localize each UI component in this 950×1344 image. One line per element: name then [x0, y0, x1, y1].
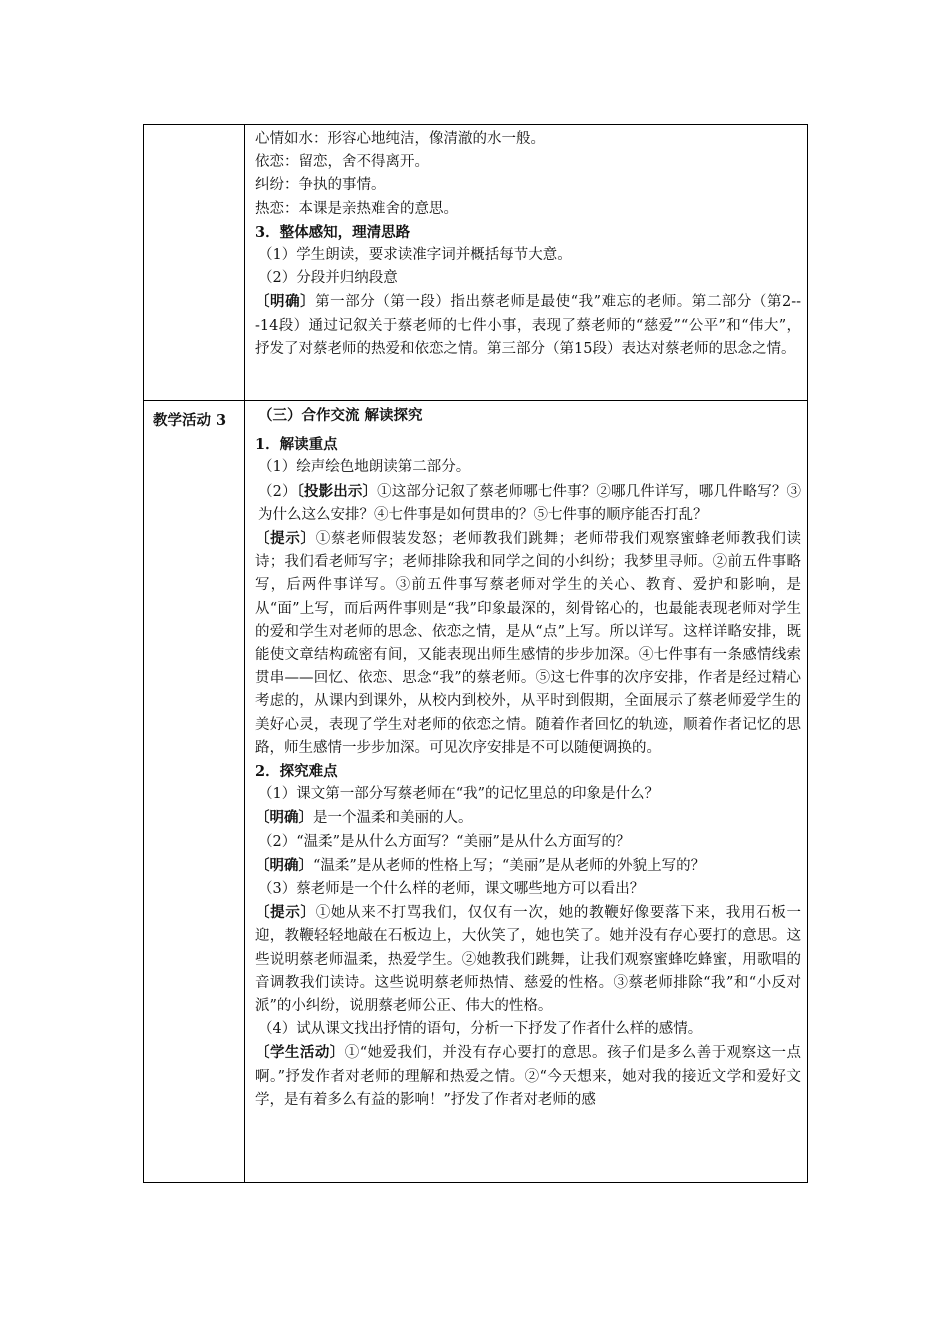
- lesson-plan-table: [143, 124, 808, 1183]
- text-line: 纠纷：争执的事情。: [255, 177, 386, 194]
- section-title: （三）合作交流 解读探究: [258, 407, 423, 424]
- text-line: （2）“温柔”是从什么方面写？“美丽”是从什么方面写的？: [258, 833, 631, 850]
- paragraph-tag: 〔明确〕: [255, 293, 316, 311]
- row-label-cell: [144, 401, 245, 1183]
- paragraph-tag: 〔提示〕: [255, 904, 316, 922]
- paragraph-tag: 〔学生活动〕: [255, 1044, 345, 1062]
- text-line: （3）蔡老师是一个什么样的老师，课文哪些地方可以看出？: [258, 881, 645, 898]
- annotated-paragraph: [255, 290, 801, 361]
- paragraph-tag: 〔明确〕: [255, 809, 313, 827]
- table-row: [144, 125, 808, 401]
- section-heading: 1．解读重点: [255, 436, 338, 454]
- text-line: （1）课文第一部分写蔡老师在“我”的记忆里总的印象是什么？: [258, 786, 660, 803]
- row-content: [245, 401, 807, 1182]
- text-line: （2）分段并归纳段意: [258, 270, 398, 287]
- section-heading: 2．探究难点: [255, 763, 338, 781]
- paragraph-text: ①“她爱我们，并没有存心要打的意思。孩子们是多么善于观察这一点啊。”抒发作者对老师的理解和热爱之情。②“今天想来，她对我的接近文学和爱好文学，是有着多么有益的影响！”抒发了作者对老师的感: [255, 1045, 801, 1108]
- annotated-paragraph: [255, 527, 801, 760]
- annotated-paragraph: [255, 806, 801, 830]
- row-content-cell: [245, 125, 808, 401]
- annotated-paragraph: [255, 480, 801, 527]
- paragraph-tag: 〔投影出示〕: [296, 482, 378, 500]
- text-line: 依恋：留恋，舍不得离开。: [255, 154, 429, 171]
- paragraph-text: 第一部分（第一段）指出蔡老师是最使“我”难忘的老师。第二部分（第2---14段）通过记叙关于蔡老师的七件小事，表现了蔡老师的“慈爱”“公平”和“伟大”，抒发了对蔡老师的热爱和依恋之情。第三部分（第15段）表达对蔡老师的思念之情。: [255, 294, 802, 357]
- text-line: （1）绘声绘色地朗读第二部分。: [258, 459, 471, 476]
- annotated-paragraph: [255, 1041, 801, 1112]
- row-label: [144, 125, 244, 133]
- paragraph-text: 是一个温柔和美丽的人。: [313, 810, 473, 827]
- row-label-cell: [144, 125, 245, 401]
- row-content: [245, 125, 807, 400]
- table-row: [144, 401, 808, 1183]
- row-label: 教学活动 3: [153, 412, 227, 429]
- paragraph-number: （2）: [258, 483, 297, 500]
- paragraph-text: ①她从来不打骂我们，仅仅有一次，她的教鞭好像要落下来，我用石板一迎，教鞭轻轻地敲在石板边上，大伙笑了，她也笑了。她并没有存心要打的意思。这些说明蔡老师温柔，热爱学生。②她教我们跳舞，让我们观察蜜蜂吃蜂蜜，用歌唱的音调教我们读诗。这些说明蔡老师热情、慈爱的性格。③蔡老师排除“我”和“小反对派”的小纠纷，说朋蔡老师公正、伟大的性格。: [255, 905, 802, 1015]
- section-heading: 3．整体感知，理清思路: [255, 223, 411, 241]
- row-content-cell: [245, 401, 808, 1183]
- paragraph-tag: 〔明确〕: [255, 856, 313, 874]
- text-line: 热恋：本课是亲热难舍的意思。: [255, 200, 458, 217]
- paragraph-tag: 〔提示〕: [255, 530, 316, 548]
- text-line: （4）试从课文找出抒情的语句，分析一下抒发了作者什么样的感情。: [258, 1021, 703, 1038]
- paragraph-text: ①蔡老师假装发怒；老师教我们跳舞；老师带我们观察蜜蜂老师教我们读诗；我们看老师写字；老师排除我和同学之间的小纠纷；我梦里寻师。②前五件事略写，后两件事详写。③前五件事写蔡老师对学生的关心、教育、爱护和影响，是从“面”上写，而后两件事则是“我”印象最深的，刻骨铭心的，也最能表现老师对学生的爱和学生对老师的思念、依恋之情，是从“点”上写。所以详写。这样详略安排，既能使文章结构疏密有间，又能表现出师生感情的步步加深。④七件事有一条感情线索贯串——回忆、依恋、思念“我”的蔡老师。⑤这七件事的次序安排，作者是经过精心考虑的，从课内到课外，从校内到校外，从平时到假期，全面展示了蔡老师爱学生的美好心灵，表现了学生对老师的依恋之情。随着作者回忆的轨迹，顺着作者记忆的思路，师生感情一步步加深。可见次序安排是不可以随便调换的。: [255, 531, 802, 756]
- text-line: 心情如水：形容心地纯洁，像清澈的水一般。: [255, 131, 545, 147]
- paragraph-text: “温柔”是从老师的性格上写；“美丽”是从老师的外貌上写的？: [313, 857, 706, 874]
- annotated-paragraph: [255, 901, 801, 1018]
- text-line: （1）学生朗读，要求读准字词并概括每节大意。: [258, 247, 572, 264]
- annotated-paragraph: [255, 854, 801, 878]
- paragraph-text: ①这部分记叙了蔡老师哪七件事？②哪几件详写，哪几件略写？③为什么这么安排？④七件事是如何贯串的？⑤七件事的顺序能否打乱？: [258, 483, 801, 523]
